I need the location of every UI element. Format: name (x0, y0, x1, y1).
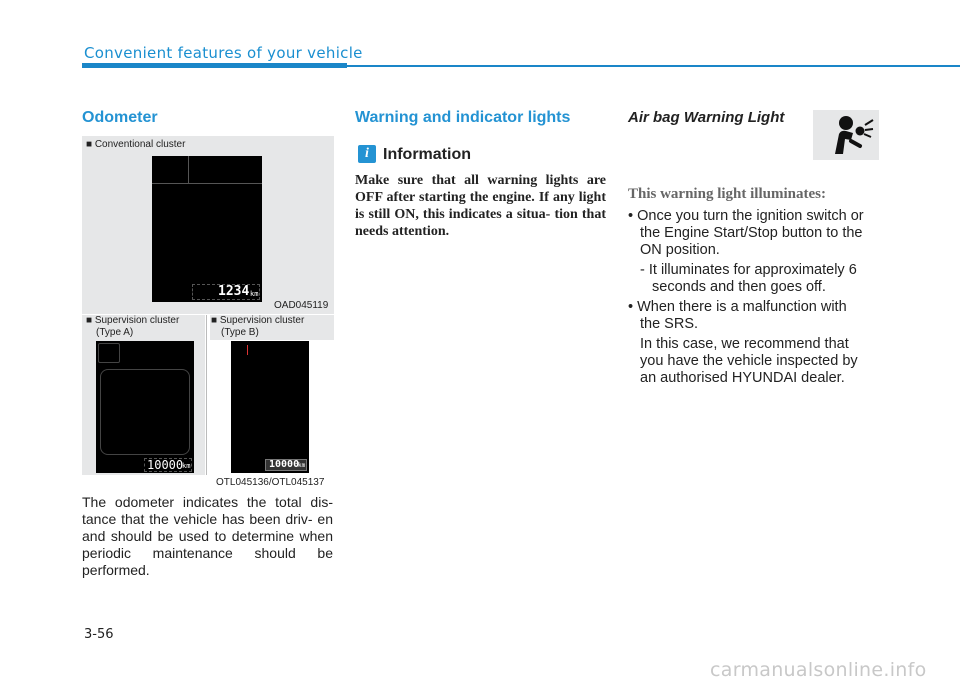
conventional-cluster-figure (82, 136, 334, 314)
bullet2-para-line2: you have the vehicle inspected by (640, 353, 858, 369)
type-b-caption-line1: ■ Supervision cluster (211, 315, 305, 326)
information-text: Make sure that all warning lights are OFF after starting the engine. If any light is still ON, this indicates a situa- tion that needs attention. (355, 173, 606, 239)
sub1-line1: - It illuminates for approximately 6 (640, 262, 857, 278)
bullet2-para-line1: In this case, we recommend that (640, 336, 849, 352)
airbag-subheading: This warning light illuminates: (628, 186, 826, 202)
type-a-odometer-reading: 10000 (147, 458, 184, 472)
supervision-cluster-figure (82, 315, 334, 490)
warning-lights-title: Warning and indicator lights (355, 109, 571, 126)
type-b-odometer-unit: km (298, 462, 306, 469)
type-b-odometer-reading: 10000 (269, 459, 300, 470)
bullet1-line2: the Engine Start/Stop button to the (640, 225, 863, 241)
header-accent-bar (82, 63, 347, 68)
type-b-cluster-screen (231, 341, 309, 473)
type-a-caption-line2: (Type A) (96, 327, 134, 338)
conventional-cluster-screen (152, 156, 262, 302)
bullet1-line3: ON position. (640, 242, 720, 258)
conventional-odometer-unit: km (250, 290, 259, 298)
type-a-odometer-unit: km (182, 462, 191, 470)
information-heading: Information (383, 146, 471, 163)
conventional-figure-id: OAD045119 (274, 300, 329, 311)
type-a-caption-line1: ■ Supervision cluster (86, 315, 180, 326)
conventional-caption: ■ Conventional cluster (86, 139, 186, 150)
bullet1-line1: • Once you turn the ignition switch or (628, 208, 864, 224)
airbag-condition-list (628, 208, 880, 387)
bullet2-para-line3: an authorised HYUNDAI dealer. (640, 370, 845, 386)
sub1-line2: seconds and then goes off. (652, 279, 826, 295)
watermark: carmanualsonline.info (710, 659, 927, 681)
header-rule (347, 65, 960, 67)
bullet2-line1: • When there is a malfunction with (628, 299, 847, 315)
supervision-figure-id: OTL045136/OTL045137 (216, 477, 325, 488)
bullet2-line2: the SRS. (640, 316, 699, 332)
odometer-title: Odometer (82, 109, 158, 126)
conventional-odometer-reading: 1234 (218, 284, 250, 299)
airbag-title: Air bag Warning Light (628, 109, 785, 126)
airbag-person-icon (813, 110, 879, 160)
chapter-title: Convenient features of your vehicle (84, 44, 363, 62)
information-icon: i (358, 145, 376, 163)
odometer-description: The odometer indicates the total dis- tance that the vehicle has been driv- en and should be used to determine when periodic maintenance should be performed. (82, 494, 333, 578)
type-a-cluster-screen (96, 341, 194, 473)
type-b-caption-line2: (Type B) (221, 327, 259, 338)
page-number: 3-56 (84, 627, 114, 642)
